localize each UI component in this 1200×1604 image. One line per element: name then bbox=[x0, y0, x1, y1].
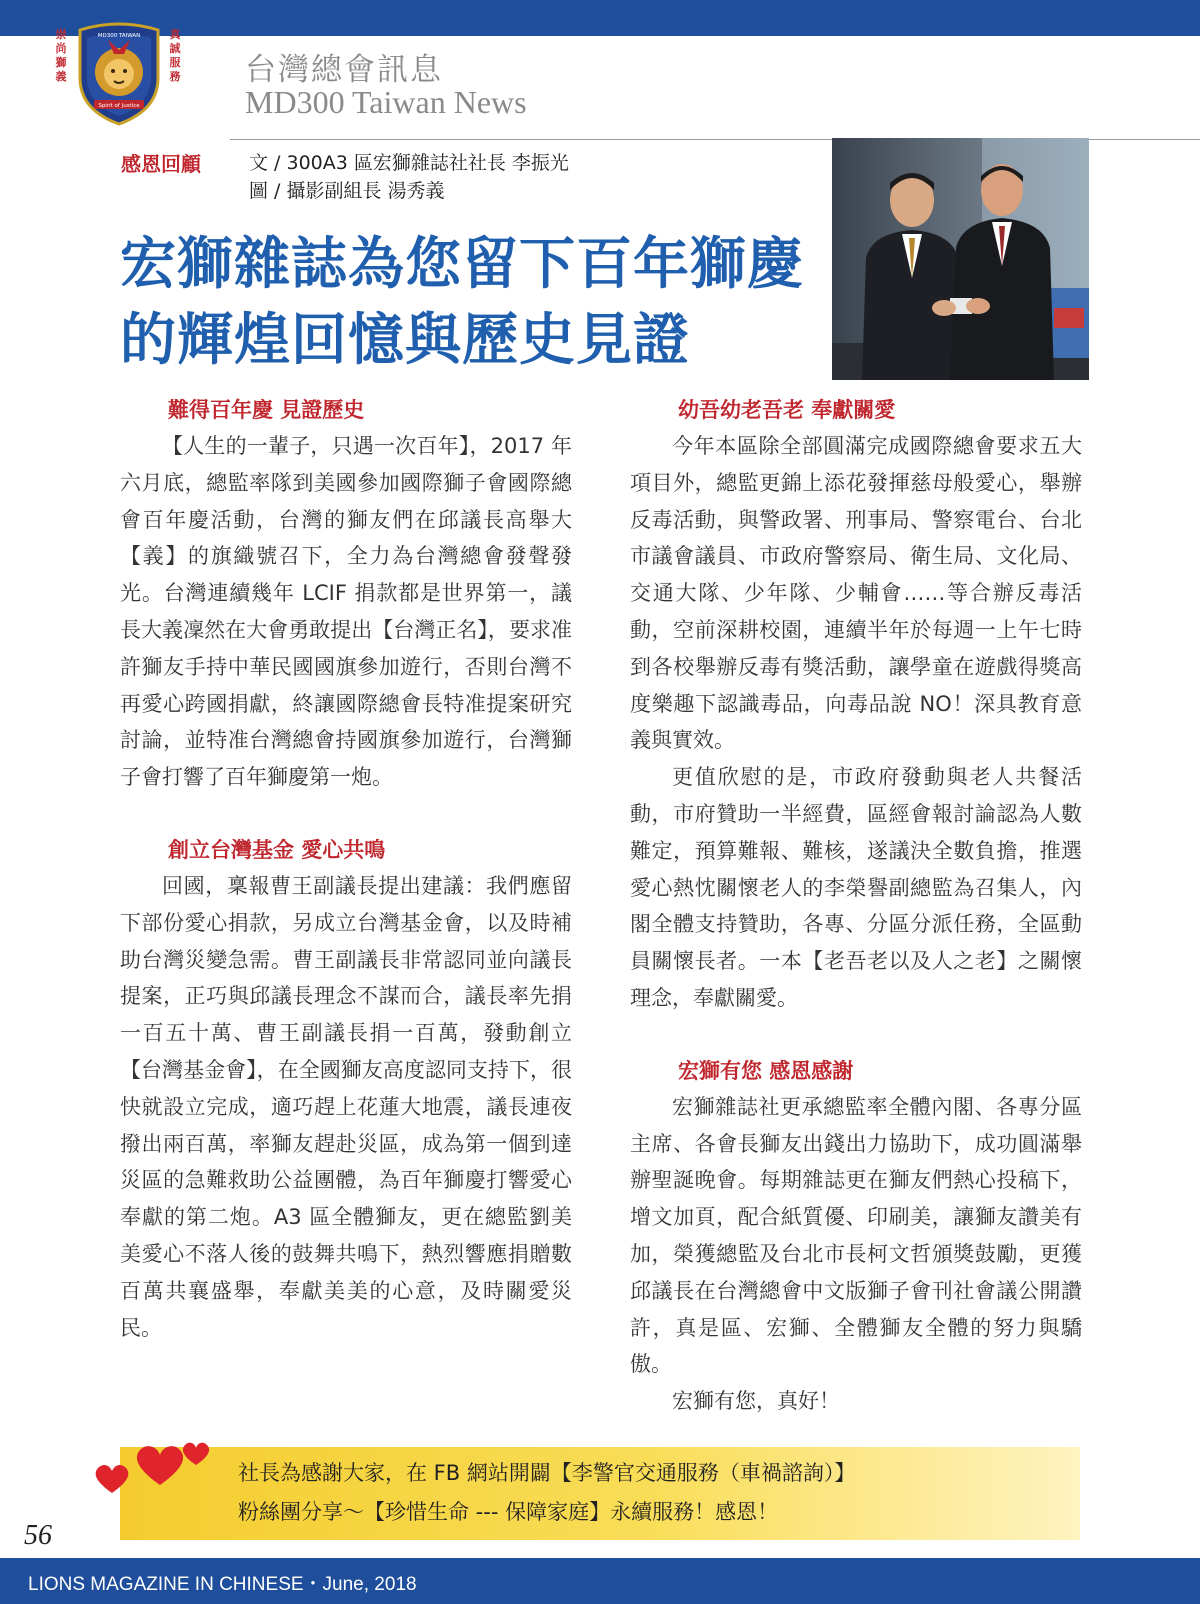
section-title-zh: 台灣總會訊息 bbox=[245, 52, 443, 88]
heading-centennial: 難得百年慶 見證歷史 bbox=[168, 398, 365, 422]
emblem-bottom-text: Spirit of Justice bbox=[98, 103, 140, 109]
heading-care: 幼吾幼老吾老 奉獻關愛 bbox=[678, 398, 896, 422]
article-title-line-1: 宏獅雜誌為您留下百年獅慶 bbox=[120, 232, 804, 297]
banner-line-2: 粉絲團分享～【珍惜生命 --- 保障家庭】永續服務！感恩！ bbox=[238, 1500, 779, 1524]
paragraph-taiwan-foundation: 回國，稟報曹王副議長提出建議：我們應留下部份愛心捐款，另成立台灣基金會，以及時補助台灣災變急需。曹王副議長非常認同並向議長提案，正巧與邱議長理念不謀而合，議長率先捐一百五十萬、曹王副議長捐一百萬，發動創立【台灣基金會】，在全國獅友高度認同支持下，很快就設立完成，適巧趕上花蓮大地震，議長連夜撥出兩百萬，率獅友趕赴災區，成為第一個到達災區的急難救助公益團體，為百年獅慶打響愛心奉獻的第二炮。A3 區全體獅友，更在總監劉美美愛心不落人後的鼓舞共鳴下，熱烈響應捐贈數百萬共襄盛舉，奉獻美美的心意，及時關愛災民。 bbox=[120, 873, 572, 1340]
lions-emblem bbox=[52, 20, 192, 128]
hearts-icon bbox=[88, 1435, 228, 1515]
paragraph-anti-drug: 今年本區除全部圓滿完成國際總會要求五大項目外，總監更錦上添花發揮慈母般愛心，舉辦反毒活動，與警政署、刑事局、警察電台、台北市議會議員、市政府警察局、衛生局、文化局、交通大隊、少年隊、少輔會……等合辦反毒活動，空前深耕校園，連續半年於每週一上午七時到各校舉辦反毒有獎活動，讓學童在遊戲得獎高度樂趣下認識毒品，向毒品說 NO！深具教育意義與實效。 bbox=[630, 434, 1082, 753]
heading-taiwan-foundation: 創立台灣基金 愛心共鳴 bbox=[168, 837, 386, 862]
award-ceremony-photo bbox=[832, 138, 1089, 380]
magazine-footer: LIONS MAGAZINE IN CHINESE・June, 2018 bbox=[28, 1574, 417, 1595]
left-column bbox=[120, 392, 572, 1346]
section-tag: 感恩回顧 bbox=[121, 152, 201, 176]
byline-photographer: 圖 / 攝影副組長 湯秀義 bbox=[249, 180, 445, 202]
emblem-right-motto: 真誠服務 bbox=[169, 28, 181, 83]
emblem-top-text: MD300 TAIWAN bbox=[97, 33, 141, 39]
paragraph-elderly-meals: 更值欣慰的是，市政府發動與老人共餐活動，市府贊助一半經費，區經會報討論認為人數難定，預算難報、難核，遂議決全數負擔，推選愛心熱忱關懷老人的李榮譽副總監為召集人，內閣全體支持贊助，各專、分區分派任務，全區動員關懷長者。一本【老吾老以及人之老】之關懷理念，奉獻關愛。 bbox=[630, 765, 1082, 1010]
heading-thanks: 宏獅有您 感恩感謝 bbox=[678, 1058, 854, 1083]
banner-line-1: 社長為感謝大家，在 FB 網站開闢【李警官交通服務（車禍諮詢）】 bbox=[238, 1461, 856, 1485]
right-column bbox=[630, 392, 1082, 1420]
emblem-left-motto: 崇尚獅義 bbox=[55, 28, 67, 83]
article-title-line-2: 的輝煌回憶與歷史見證 bbox=[120, 308, 690, 373]
byline-writer: 文 / 300A3 區宏獅雜誌社社長 李振光 bbox=[249, 152, 569, 174]
lion-shield-icon bbox=[74, 20, 164, 126]
page-number: 56 bbox=[24, 1520, 52, 1551]
paragraph-centennial: 【人生的一輩子，只遇一次百年】，2017 年六月底，總監率隊到美國參加國際獅子會國際總會百年慶活動，台灣的獅友們在邱議長高舉大【義】的旗織號召下，全力為台灣總會發聲發光。台灣連續幾年 LCIF 捐款都是世界第一，議長大義凜然在大會勇敢提出【台灣正名】，要求准許獅友手持中華民國國旗參加遊行，否則台灣不再愛心跨國捐獻，終讓國際總會長特准提案研究討論，並特准台灣總會持國旗參加遊行，台灣獅子會打響了百年獅慶第一炮。 bbox=[120, 434, 572, 790]
paragraph-closing: 宏獅有您，真好！ bbox=[672, 1389, 840, 1414]
paragraph-thanks: 宏獅雜誌社更承總監率全體內閣、各專分區主席、各會長獅友出錢出力協助下，成功圓滿舉辦聖誕晚會。每期雜誌更在獅友們熱心投稿下，增文加頁，配合紙質優、印刷美，讓獅友讚美有加，榮獲總監及台北市長柯文哲頒獎鼓勵，更獲邱議長在台灣總會中文版獅子會刊社會議公開讚許，真是區、宏獅、全體獅友全體的努力與驕傲。 bbox=[630, 1094, 1082, 1377]
section-title-en: MD300 Taiwan News bbox=[245, 84, 527, 120]
